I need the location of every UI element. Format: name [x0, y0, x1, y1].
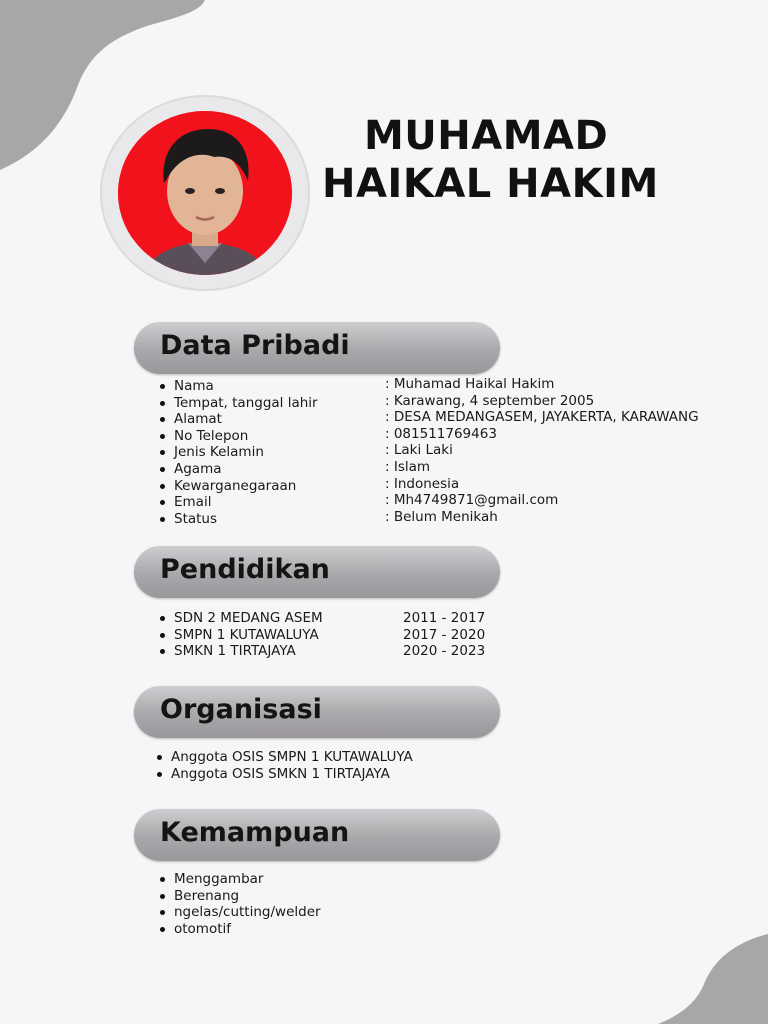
name-line-2: HAIKAL HAKIM	[322, 161, 659, 207]
organization-item: Anggota OSIS SMKN 1 TIRTAJAYA	[155, 766, 413, 783]
label-no-telepon: No Telepon	[158, 428, 318, 445]
section-header-organisasi	[134, 686, 500, 738]
personal-data-labels	[158, 378, 318, 527]
section-title: Organisasi	[160, 694, 322, 725]
full-name-heading	[322, 112, 682, 208]
label-agama: Agama	[158, 461, 318, 478]
label-nama: Nama	[158, 378, 318, 395]
section-title: Pendidikan	[160, 554, 330, 585]
value-agama: : Islam	[385, 458, 431, 475]
school-years: 2011 - 2017	[403, 610, 486, 626]
label-jenis-kelamin: Jenis Kelamin	[158, 444, 318, 461]
skill-item: ngelas/cutting/welder	[158, 904, 321, 921]
school-item: SMKN 1 TIRTAJAYA	[158, 643, 323, 660]
label-kewarganegaraan: Kewarganegaraan	[158, 478, 318, 495]
skill-item: Menggambar	[158, 871, 321, 888]
value-nama: : Muhamad Haikal Hakim	[385, 376, 555, 392]
value-jenis-kelamin: : Laki Laki	[385, 442, 453, 459]
name-line-1: MUHAMAD	[364, 113, 609, 159]
school-item: SDN 2 MEDANG ASEM	[158, 610, 323, 627]
skill-item: otomotif	[158, 921, 321, 938]
education-years	[403, 610, 485, 660]
organization-item: Anggota OSIS SMPN 1 KUTAWALUYA	[155, 749, 413, 766]
label-email: Email	[158, 494, 318, 511]
value-email: : Mh4749871@gmail.com	[385, 492, 559, 509]
school-item: SMPN 1 KUTAWALUYA	[158, 627, 323, 644]
bottom-right-corner-shape	[658, 934, 768, 1024]
section-title: Data Pribadi	[160, 330, 350, 361]
value-tempat-tanggal-lahir: : Karawang, 4 september 2005	[385, 392, 595, 409]
section-header-kemampuan	[134, 809, 500, 861]
value-no-telepon: : 081511769463	[385, 425, 497, 442]
section-header-data-pribadi	[134, 322, 500, 374]
skills-list	[158, 871, 321, 937]
personal-data-values	[385, 376, 699, 525]
section-header-pendidikan	[134, 546, 500, 598]
label-status: Status	[158, 511, 318, 528]
label-alamat: Alamat	[158, 411, 318, 428]
organization-list	[155, 749, 413, 782]
education-schools	[158, 610, 323, 660]
label-tempat-tanggal-lahir: Tempat, tanggal lahir	[158, 395, 318, 412]
school-years: 2017 - 2020	[403, 626, 486, 643]
school-years: 2020 - 2023	[403, 643, 486, 660]
value-alamat: : DESA MEDANGASEM, JAYAKERTA, KARAWANG	[385, 409, 699, 426]
section-title: Kemampuan	[160, 817, 350, 848]
value-kewarganegaraan: : Indonesia	[385, 475, 460, 492]
skill-item: Berenang	[158, 888, 321, 905]
person-portrait-icon	[118, 111, 292, 275]
profile-photo	[118, 111, 292, 275]
value-status: : Belum Menikah	[385, 508, 498, 525]
